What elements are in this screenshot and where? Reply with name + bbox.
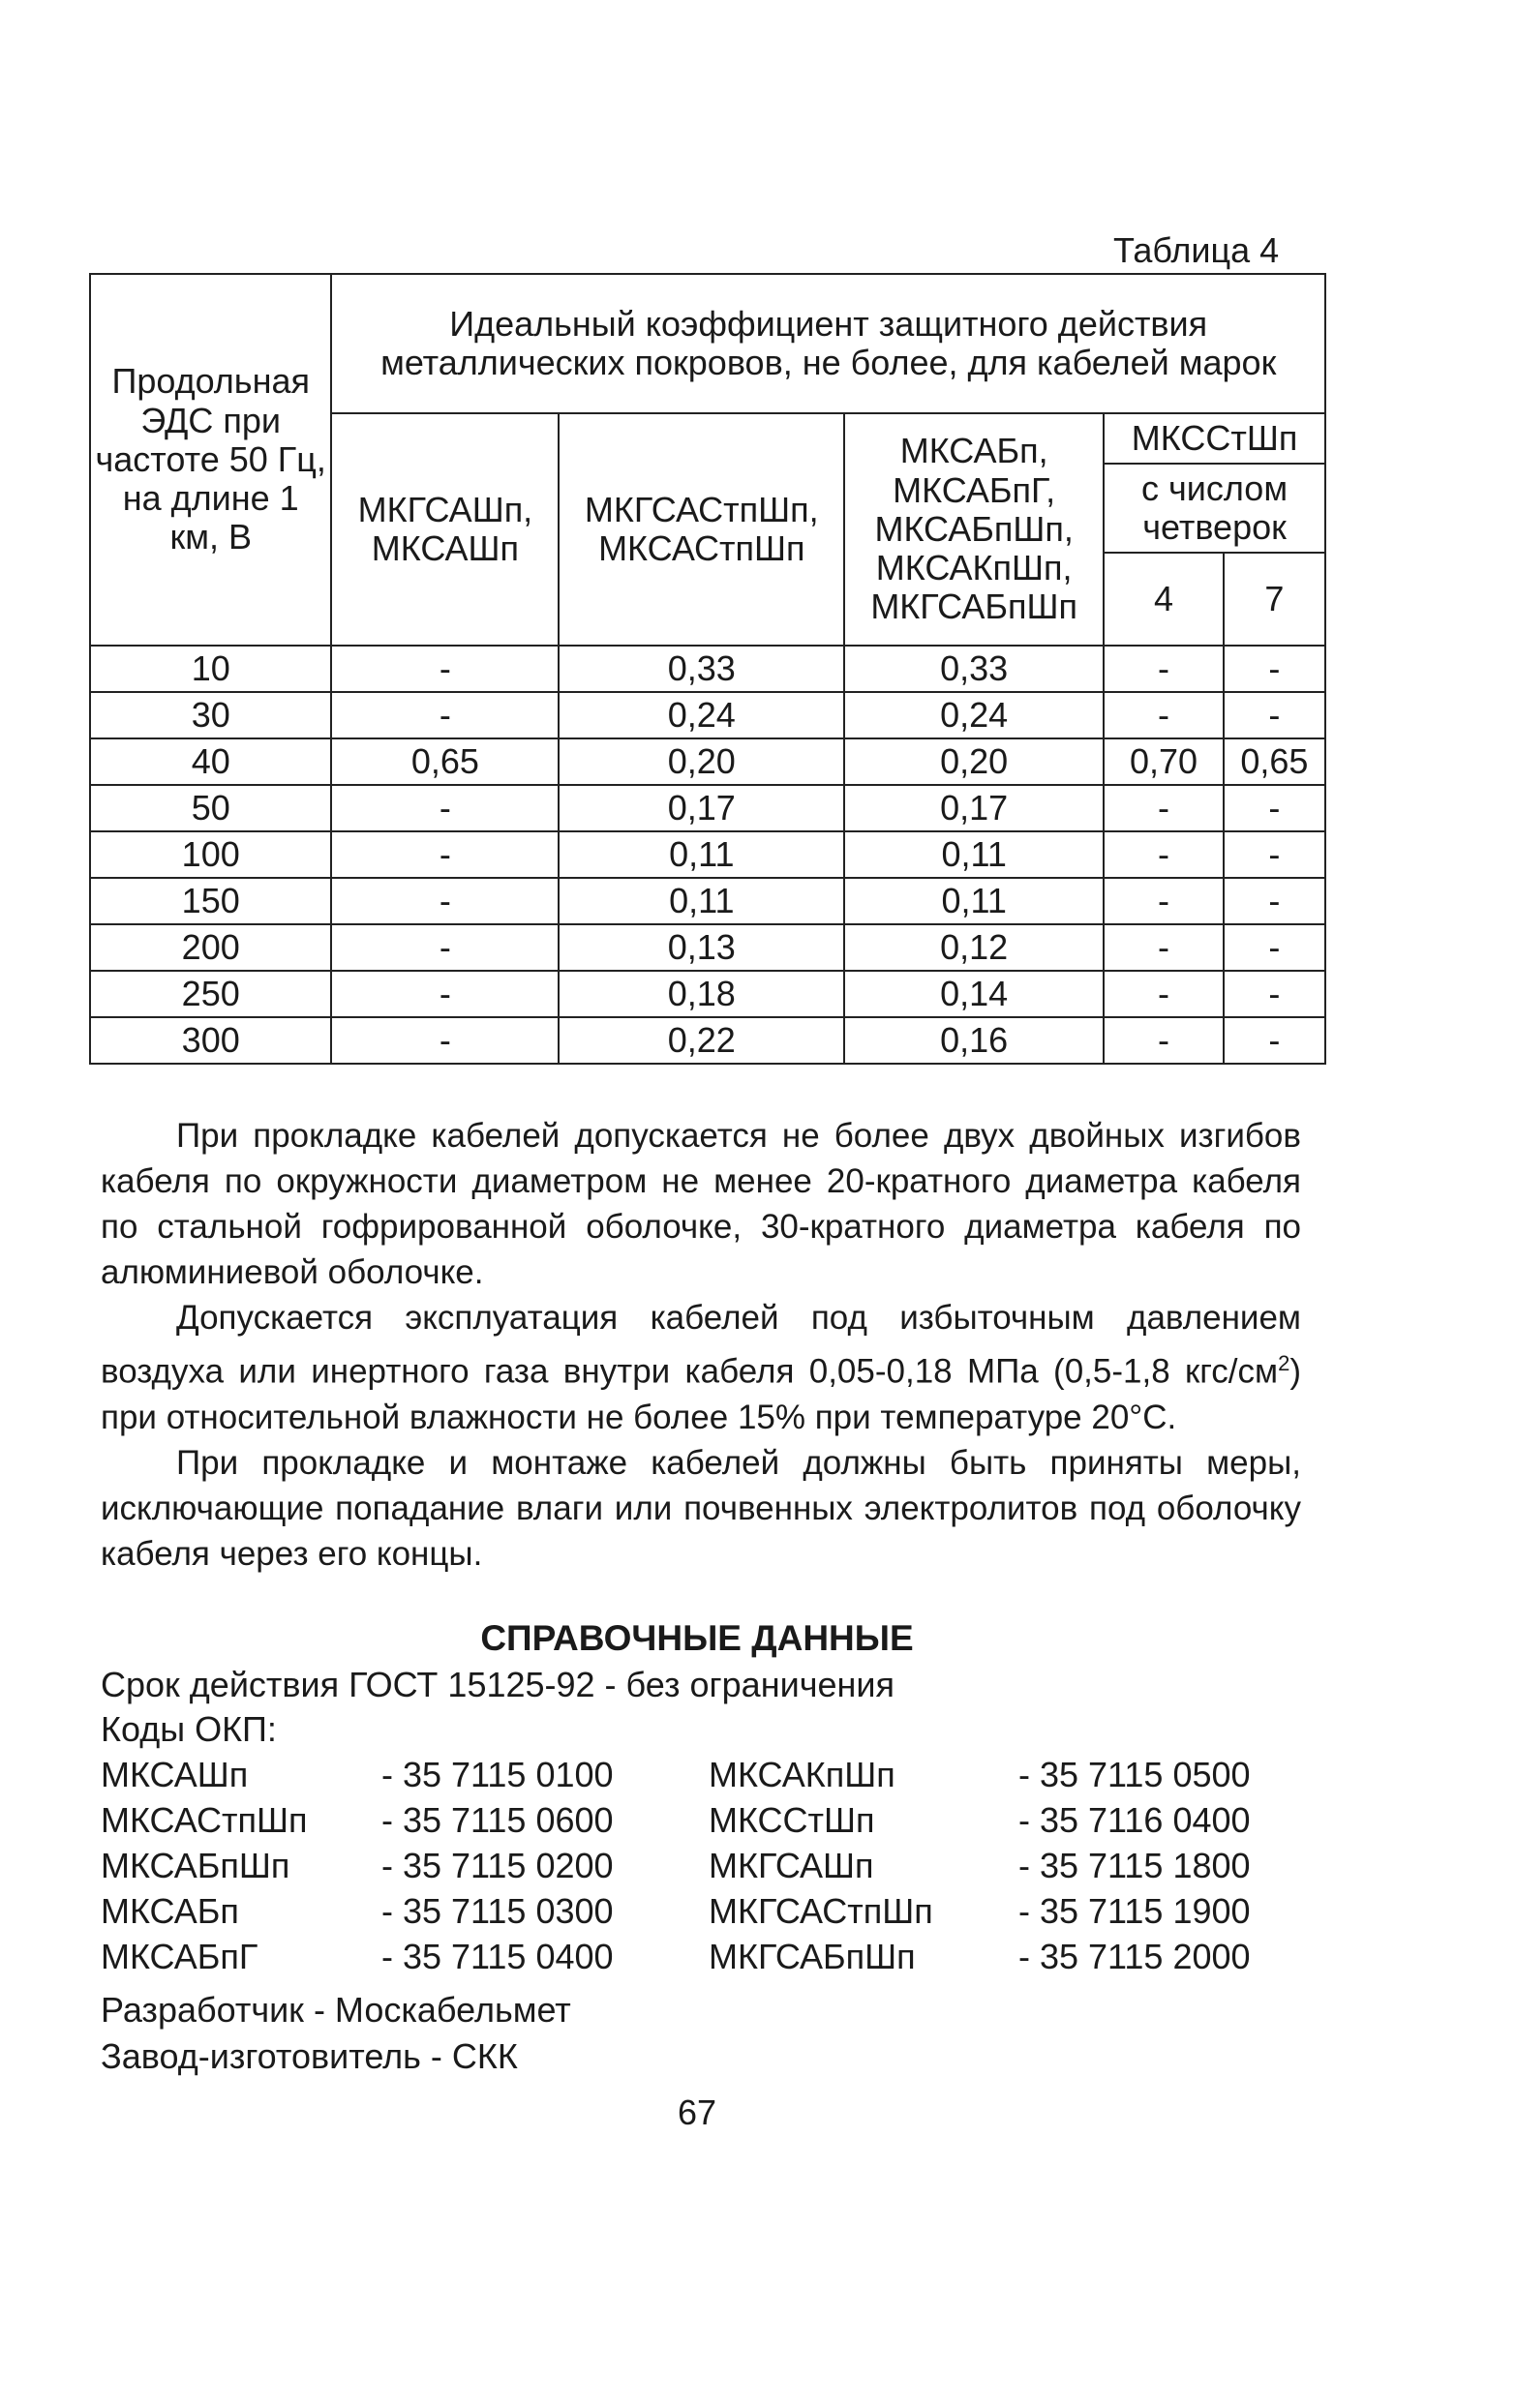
table-cell: 0,65 bbox=[1224, 738, 1325, 785]
pressure-superscript: 2 bbox=[1278, 1351, 1290, 1375]
manufacturer: Завод-изготовитель - СКК bbox=[101, 2036, 518, 2076]
okp-code-row bbox=[101, 1934, 1251, 1979]
table-cell: - bbox=[1224, 924, 1325, 971]
table-cell: 0,18 bbox=[559, 971, 844, 1017]
table-cell: - bbox=[331, 785, 559, 831]
table-cell: 150 bbox=[90, 878, 331, 924]
table-row bbox=[90, 692, 1325, 738]
table-cell: 0,11 bbox=[844, 831, 1104, 878]
table-cell: 300 bbox=[90, 1017, 331, 1064]
header-emf: Продольная ЭДС при частоте 50 Гц, на длине 1 км, В bbox=[90, 274, 331, 646]
table-cell: 0,12 bbox=[844, 924, 1104, 971]
cable-brand: МКСАШп bbox=[101, 1754, 249, 1794]
table-cell: 10 bbox=[90, 646, 331, 692]
header-coefficient: Идеальный коэффициент защитного действия металлических покровов, не более, для кабелей марок bbox=[331, 274, 1325, 413]
header-cable-col2: МКГСАСтпШп, МКСАСтпШп bbox=[559, 413, 844, 646]
okp-code-row bbox=[101, 1752, 1251, 1797]
table-cell: 0,22 bbox=[559, 1017, 844, 1064]
cable-brand: МКГСАШп bbox=[709, 1845, 874, 1885]
header-cable-col1: МКГСАШп, МКСАШп bbox=[331, 413, 559, 646]
table-cell: 0,11 bbox=[559, 878, 844, 924]
table-cell: 0,16 bbox=[844, 1017, 1104, 1064]
cable-brand: МКСАКпШп bbox=[709, 1754, 895, 1794]
table-cell: - bbox=[1224, 646, 1325, 692]
table-row bbox=[90, 831, 1325, 878]
table-row bbox=[90, 646, 1325, 692]
okp-code: - 35 7115 0600 bbox=[381, 1799, 614, 1840]
okp-code: - 35 7115 2000 bbox=[1018, 1936, 1251, 1976]
table-cell: - bbox=[331, 924, 559, 971]
table-cell: 100 bbox=[90, 831, 331, 878]
table-cell: 0,20 bbox=[844, 738, 1104, 785]
table-row bbox=[90, 738, 1325, 785]
table-cell: - bbox=[1224, 971, 1325, 1017]
table-cell: 200 bbox=[90, 924, 331, 971]
okp-codes-table bbox=[101, 1752, 1251, 1979]
cable-brand: МКССтШп bbox=[709, 1799, 875, 1840]
okp-codes-label: Коды ОКП: bbox=[101, 1709, 277, 1749]
body-text bbox=[101, 1113, 1301, 1577]
table-cell: 0,24 bbox=[844, 692, 1104, 738]
okp-code-row bbox=[101, 1843, 1251, 1888]
table-cell: - bbox=[1104, 924, 1224, 971]
table-cell: - bbox=[1104, 878, 1224, 924]
table-cell: - bbox=[1104, 692, 1224, 738]
table-cell: 0,14 bbox=[844, 971, 1104, 1017]
gost-validity: Срок действия ГОСТ 15125-92 - без ограничения bbox=[101, 1665, 894, 1704]
okp-code: - 35 7115 0200 bbox=[381, 1845, 614, 1885]
table-cell: 0,33 bbox=[559, 646, 844, 692]
table-cell: - bbox=[1104, 646, 1224, 692]
developer: Разработчик - Москабельмет bbox=[101, 1990, 571, 2030]
table-body bbox=[90, 646, 1325, 1064]
okp-code: - 35 7115 1800 bbox=[1018, 1845, 1251, 1885]
table-cell: 0,11 bbox=[844, 878, 1104, 924]
table-cell: - bbox=[1104, 831, 1224, 878]
table-cell: - bbox=[331, 646, 559, 692]
cable-brand: МКСАБпШп bbox=[101, 1845, 290, 1885]
header-quad-4: 4 bbox=[1104, 553, 1224, 646]
table-cell: - bbox=[1224, 692, 1325, 738]
table-row bbox=[90, 878, 1325, 924]
table-cell: 40 bbox=[90, 738, 331, 785]
header-cable-col4: МКССтШп bbox=[1104, 413, 1325, 464]
table-cell: 0,24 bbox=[559, 692, 844, 738]
table-cell: - bbox=[1104, 1017, 1224, 1064]
table-cell: 250 bbox=[90, 971, 331, 1017]
table-cell: 0,17 bbox=[559, 785, 844, 831]
table-cell: - bbox=[331, 971, 559, 1017]
table-cell: - bbox=[1224, 878, 1325, 924]
table-cell: 50 bbox=[90, 785, 331, 831]
okp-code: - 35 7116 0400 bbox=[1018, 1799, 1251, 1840]
table-cell: 30 bbox=[90, 692, 331, 738]
table-cell: 0,17 bbox=[844, 785, 1104, 831]
table-cell: 0,11 bbox=[559, 831, 844, 878]
okp-code: - 35 7115 0100 bbox=[381, 1754, 614, 1794]
okp-code: - 35 7115 1900 bbox=[1018, 1890, 1251, 1931]
pressure-text-a: Допускается эксплуатация кабелей под избыточным давлением воздуха или инертного газа внутри кабеля 0,05-0,18 МПа (0,5-1,8 кгс/см bbox=[101, 1299, 1301, 1391]
table-cell: 0,33 bbox=[844, 646, 1104, 692]
table-cell: 0,70 bbox=[1104, 738, 1224, 785]
table-cell: 0,65 bbox=[331, 738, 559, 785]
cable-brand: МКГСАСтпШп bbox=[709, 1890, 933, 1931]
table-cell: - bbox=[331, 878, 559, 924]
cable-brand: МКСАСтпШп bbox=[101, 1799, 308, 1840]
okp-code: - 35 7115 0300 bbox=[381, 1890, 614, 1931]
header-quad-count: с числом четверок bbox=[1104, 464, 1325, 553]
header-cable-col3: МКСАБп, МКСАБпГ, МКСАБпШп, МКСАКпШп, МКГСАБпШп bbox=[844, 413, 1104, 646]
table-cell: - bbox=[1224, 831, 1325, 878]
table-row bbox=[90, 785, 1325, 831]
table-cell: - bbox=[1224, 1017, 1325, 1064]
paragraph-moisture: При прокладке и монтаже кабелей должны быть приняты меры, исключающие попадание влаги или почвенных электролитов под оболочку кабеля через его концы. bbox=[101, 1443, 1301, 1573]
header-quad-7: 7 bbox=[1224, 553, 1325, 646]
table-cell: - bbox=[331, 831, 559, 878]
okp-code: - 35 7115 0500 bbox=[1018, 1754, 1251, 1794]
cable-brand: МКГСАБпШп bbox=[709, 1936, 916, 1976]
table-cell: - bbox=[331, 692, 559, 738]
reference-heading: СПРАВОЧНЫЕ ДАННЫЕ bbox=[480, 1618, 914, 1658]
table-cell: - bbox=[331, 1017, 559, 1064]
okp-code: - 35 7115 0400 bbox=[381, 1936, 614, 1976]
table-cell: 0,13 bbox=[559, 924, 844, 971]
table-cell: - bbox=[1104, 971, 1224, 1017]
okp-code-row bbox=[101, 1888, 1251, 1934]
table-caption: Таблица 4 bbox=[1113, 230, 1280, 270]
pressure-text-b: ) при относительной влажности не более 15% при температуре 20°С. bbox=[101, 1352, 1301, 1436]
table-cell: 0,20 bbox=[559, 738, 844, 785]
paragraph-bending: При прокладке кабелей допускается не более двух двойных изгибов кабеля по окружности диаметром не менее 20-кратного диаметра кабеля по стальной гофрированной оболочке, 30-кратного диаметра кабеля по алюминиевой оболочке. bbox=[101, 1117, 1301, 1291]
table-cell: - bbox=[1104, 785, 1224, 831]
table-row bbox=[90, 1017, 1325, 1064]
table-row bbox=[90, 971, 1325, 1017]
paragraph-pressure bbox=[101, 1295, 1301, 1440]
coefficient-table bbox=[89, 273, 1326, 1065]
page-number: 67 bbox=[678, 2092, 717, 2132]
cable-brand: МКСАБпГ bbox=[101, 1936, 258, 1976]
table-row bbox=[90, 924, 1325, 971]
cable-brand: МКСАБп bbox=[101, 1890, 239, 1931]
table-cell: - bbox=[1224, 785, 1325, 831]
okp-code-row bbox=[101, 1797, 1251, 1843]
okp-codes-body bbox=[101, 1752, 1251, 1979]
